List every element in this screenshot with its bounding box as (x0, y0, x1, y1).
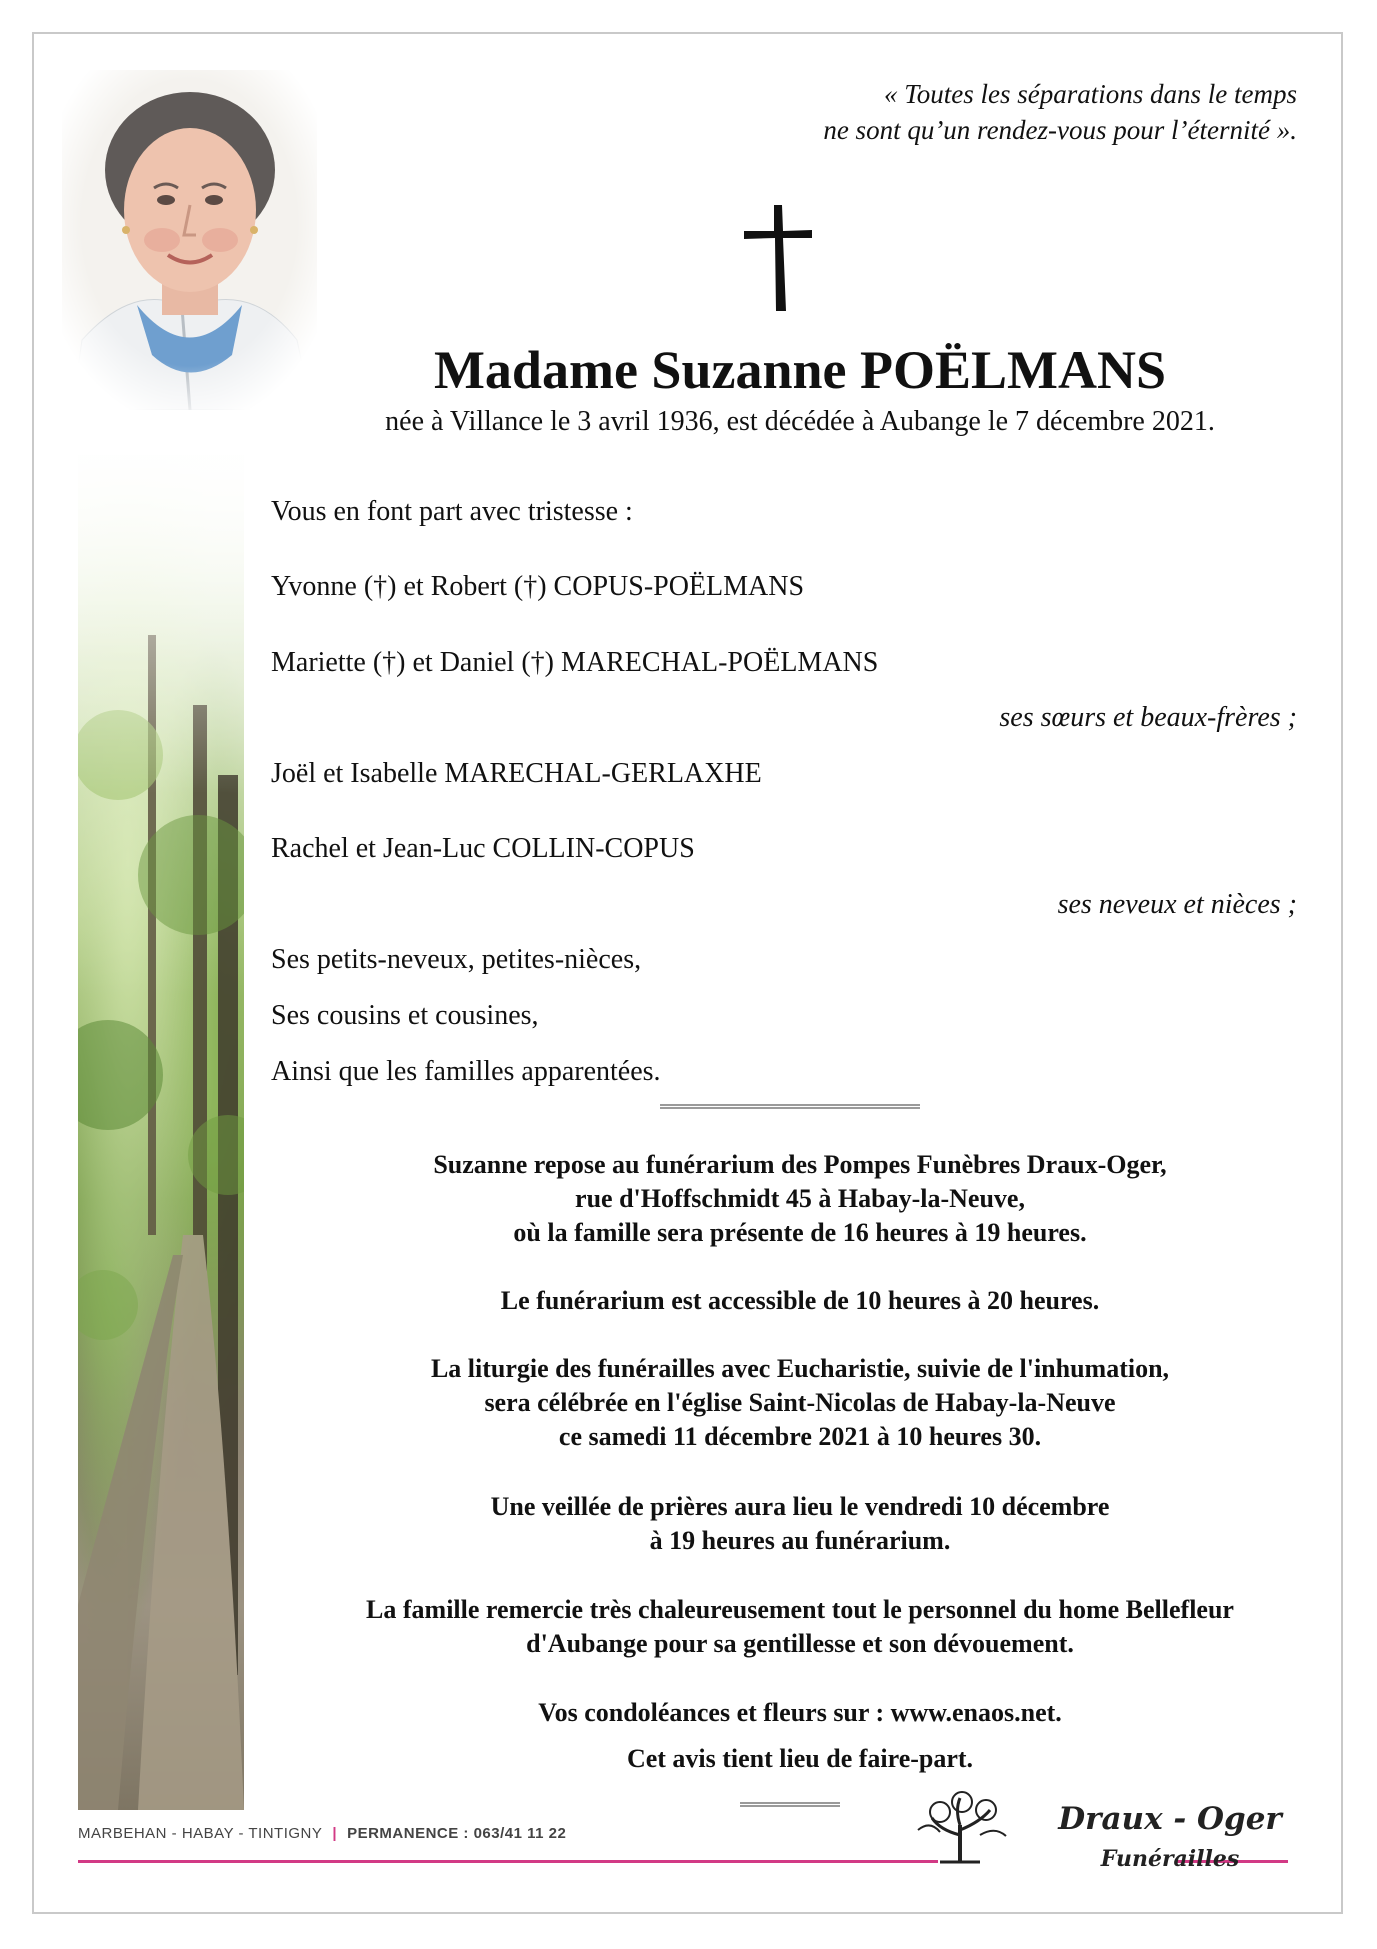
portrait-photo (62, 70, 317, 410)
family-line: Yvonne (†) et Robert (†) COPUS-POËLMANS (271, 571, 805, 602)
faire-part-notice: Cet avis tient lieu de faire-part. (626, 1744, 974, 1773)
notice-line: ce samedi 11 décembre 2021 à 10 heures 30. (558, 1422, 1042, 1451)
forest-path-image (78, 455, 244, 1810)
permanence-phone: PERMANENCE : 063/41 11 22 (347, 1825, 567, 1842)
relation-label: ses sœurs et beaux-frères ; (999, 702, 1297, 733)
liturgy-notice (280, 1352, 1320, 1454)
vigil-notice (280, 1490, 1320, 1558)
divider-rule (660, 1104, 920, 1109)
family-line: Ainsi que les familles apparentées. (271, 1056, 661, 1087)
notice-line: Une veillée de prières aura lieu le vendredi 10 décembre (490, 1492, 1110, 1521)
quote-line-2: ne sont qu’un rendez-vous pour l’éternité ». (823, 115, 1297, 145)
thanks-notice (280, 1593, 1320, 1661)
notice-line: où la famille sera présente de 16 heures à 19 heures. (513, 1218, 1087, 1247)
divider-rule-small (740, 1802, 840, 1807)
condolences-notice: Vos condoléances et fleurs sur : www.enaos.net. (538, 1698, 1062, 1727)
locations-text: MARBEHAN - HABAY - TINTIGNY (78, 1825, 323, 1842)
access-notice: Le funérarium est accessible de 10 heures à 20 heures. (500, 1286, 1100, 1315)
notice-line: d'Aubange pour sa gentillesse et son dévouement. (526, 1629, 1074, 1658)
family-line: Ses petits-neveux, petites-nièces, (271, 944, 642, 975)
brand-name: Draux - Oger (1058, 1801, 1282, 1837)
quote-line-1: « Toutes les séparations dans le temps (883, 79, 1297, 109)
notice-line: Suzanne repose au funérarium des Pompes Funèbres Draux-Oger, (433, 1150, 1167, 1179)
notice-line: sera célébrée en l'église Saint-Nicolas de Habay-la-Neuve (484, 1388, 1116, 1417)
relation-label: ses neveux et nièces ; (1057, 889, 1297, 920)
footer-separator: | (332, 1825, 338, 1842)
brand-subtitle: Funérailles (1100, 1846, 1240, 1872)
family-intro: Vous en font part avec tristesse : (271, 496, 633, 527)
family-line: Mariette (†) et Daniel (†) MARECHAL-POËLMANS (271, 647, 879, 678)
footer-accent-line (78, 1860, 938, 1863)
brand-logo (1050, 1800, 1290, 1872)
birth-death-dates: née à Villance le 3 avril 1936, est décédée à Aubange le 7 décembre 2021. (385, 406, 1215, 437)
family-line: Joël et Isabelle MARECHAL-GERLAXHE (271, 758, 762, 789)
cross-icon (742, 205, 814, 313)
family-line: Ses cousins et cousines, (271, 1000, 539, 1031)
deceased-name: Madame Suzanne POËLMANS (433, 340, 1167, 400)
notice-line: La famille remercie très chaleureusement tout le personnel du home Bellefleur (366, 1595, 1234, 1624)
footer-locations (78, 1825, 566, 1842)
family-line: Rachel et Jean-Luc COLLIN-COPUS (271, 833, 695, 864)
notice-line: à 19 heures au funérarium. (649, 1526, 951, 1555)
tree-logo-icon (910, 1790, 1010, 1865)
repose-notice (280, 1148, 1320, 1250)
epitaph-quote (597, 76, 1297, 148)
notice-line: rue d'Hoffschmidt 45 à Habay-la-Neuve, (575, 1184, 1025, 1213)
notice-line: La liturgie des funérailles avec Eucharistie, suivie de l'inhumation, (430, 1354, 1170, 1383)
